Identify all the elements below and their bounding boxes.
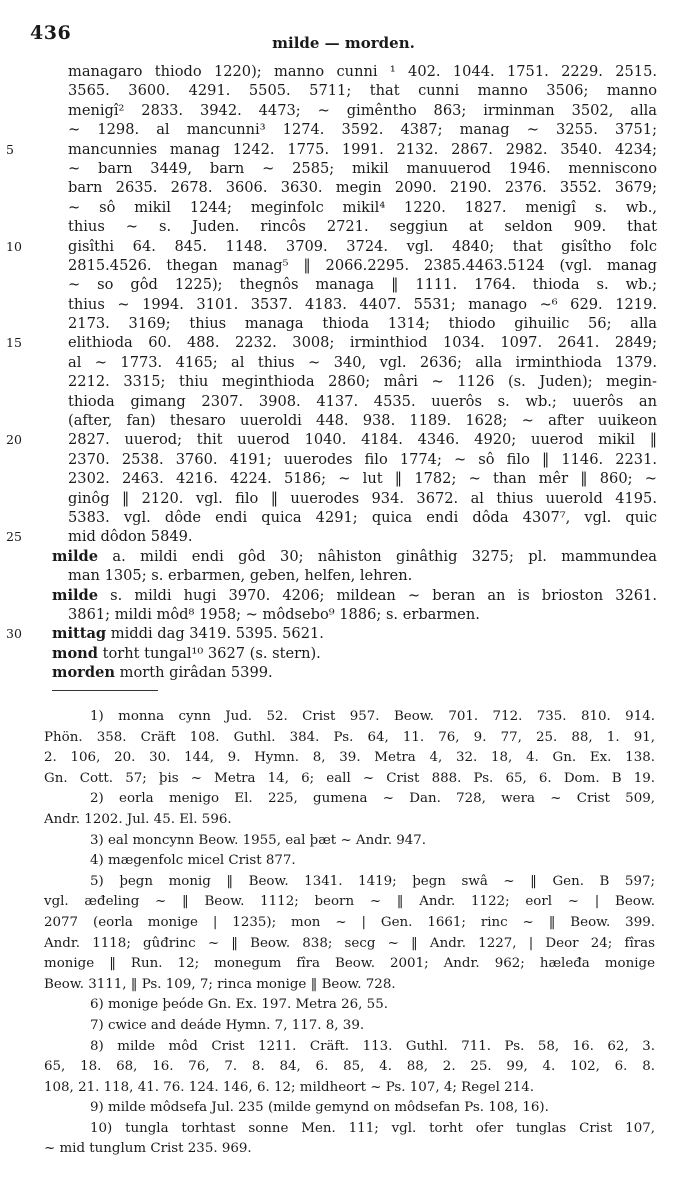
body-line [52,644,657,663]
line-text: ~ 1298. al mancunni³ 1274. 3592. 4387; manag ~ 3255. 3751; [68,121,657,139]
footnote-line: Andr. 1118; gûđrinc ~ ‖ Beow. 838; secg ~ ‖ Andr. 1227, | Deor 24; fîras [44,935,655,951]
running-title: milde — morden. [272,34,415,52]
footnote-line: Andr. 1202. Jul. 45. El. 596. [44,811,232,827]
footnotes [44,707,655,1160]
line-text: thius ~ s. Juden. rincôs 2721. seggiun at seldon 909. that [68,218,657,236]
footnote-line: 3) eal moncynn Beow. 1955, eal þæt ~ Andr. 947. [90,832,427,848]
line-text: ~ so gôd 1225); thegnôs managa ‖ 1111. 1764. thioda s. wb.; [68,276,657,294]
line-text: a. mildi endi gôd 30; nâhiston ginâthig 3275; pl. mammundea [98,547,657,565]
footnote-line: Phön. 358. Cräft 108. Guthl. 384. Ps. 64, 11. 76, 9. 77, 25. 88, 1. 91, [44,729,655,745]
footnote-divider [52,690,158,691]
body-line [52,411,657,430]
body-line [52,586,657,605]
body-line [6,333,657,352]
line-text: 2302. 2463. 4216. 4224. 5186; ~ lut ‖ 1782; ~ than mêr ‖ 860; ~ [68,470,657,488]
footnote-line: 4) mægenfolc micel Crist 877. [90,853,296,869]
body-line [52,469,657,488]
entry-headword: mittag [52,625,107,643]
line-number: 30 [6,626,22,642]
entry-headword: mond [52,644,98,662]
line-text: elithioda 60. 488. 2232. 3008; irminthiod 1034. 1097. 2641. 2849; [68,334,657,352]
body-line [52,101,657,120]
body-line [52,120,657,139]
footnote-line: 65, 18. 68, 16. 76, 7. 8. 84, 6. 85, 4. 88, 2. 25. 99, 4. 102, 6. 8. [44,1059,655,1075]
footnote-line: Beow. 3111, ‖ Ps. 109, 7; rinca monige ‖ Beow. 728. [44,976,396,992]
footnote-line: 6) monige þeóde Gn. Ex. 197. Metra 26, 55. [90,997,388,1013]
line-text: (after, fan) thesaro uueroldi 448. 938. 1189. 1628; ~ after uuikeon [68,412,657,430]
body-line [6,527,657,546]
line-text: torht tungal¹⁰ 3627 (s. stern). [98,644,321,662]
body-line [52,314,657,333]
line-text: middi dag 3419. 5395. 5621. [106,625,324,643]
page-number: 436 [30,22,72,44]
line-text: morth girâdan 5399. [114,664,273,682]
footnote-line: 1) monna cynn Jud. 52. Crist 957. Beow. 701. 712. 735. 810. 914. [90,709,655,724]
line-text: al ~ 1773. 4165; al thius ~ 340, vgl. 2636; alla irminthioda 1379. [68,353,657,371]
footnote-line: 2) eorla menigo El. 225, gumena ~ Dan. 728, wera ~ Crist 509, [90,791,655,807]
body-line [52,353,657,372]
body-line [6,237,657,256]
line-number: 10 [6,238,22,254]
body-line [52,663,657,682]
line-text: 2212. 3315; thiu meginthioda 2860; mâri ~ 1126 (s. Juden); megin- [68,373,657,391]
line-text: menigî² 2833. 3942. 4473; ~ gimêntho 863; irminman 3502, alla [68,101,657,119]
body-line [52,295,657,314]
footnote-line: 7) cwice and deáde Hymn. 7, 117. 8, 39. [90,1017,365,1033]
line-text: 3861; mildi môd⁸ 1958; ~ môdsebo⁹ 1886; s. erbarmen. [68,605,480,623]
line-text: gisîthi 64. 845. 1148. 3709. 3724. vgl. 4840; that gisîtho folc [68,237,657,255]
footnote-line: 2. 106, 20. 30. 144, 9. Hymn. 8, 39. Metra 4, 32. 18, 4. Gn. Ex. 138. [44,750,655,766]
line-text: thius ~ 1994. 3101. 3537. 4183. 4407. 5531; manago ~⁶ 629. 1219. [68,295,657,313]
line-text: barn 2635. 2678. 3606. 3630. megin 2090. 2190. 2376. 3552. 3679; [68,179,657,197]
line-number: 15 [6,335,22,351]
line-text: ~ sô mikil 1244; meginfolc mikil⁴ 1220. 1827. menigî s. wb., [68,198,657,216]
body-line [52,178,657,197]
footnote-line: Gn. Cott. 57; þis ~ Metra 14, 6; eall ~ Crist 888. Ps. 65, 6. Dom. B 19. [44,770,655,786]
body-line [6,430,657,449]
body-line [52,62,657,81]
body-line [52,198,657,217]
footnote-line: vgl. æđeling ~ ‖ Beow. 1112; beorn ~ ‖ Andr. 1122; eorl ~ | Beow. [44,894,655,910]
body-line [52,256,657,275]
body-line [52,217,657,236]
line-text: s. mildi hugi 3970. 4206; mildean ~ beran an is brioston 3261. [98,586,657,604]
body-line [6,140,657,159]
footnote-line: 9) milde môdsefa Jul. 235 (milde gemynd on môdsefan Ps. 108, 16). [90,1100,549,1116]
footnote-line: 10) tungla torhtast sonne Men. 111; vgl. torht ofer tunglas Crist 107, [90,1120,655,1136]
line-number: 5 [6,141,14,157]
body-line [52,372,657,391]
footnote-line: ~ mid tunglum Crist 235. 969. [44,1141,252,1157]
footnote-line: 108, 21. 118, 41. 76. 124. 146, 6. 12; mildheort ~ Ps. 107, 4; Regel 214. [44,1079,534,1095]
line-number: 25 [6,529,22,545]
line-text: 2827. uuerod; thit uuerod 1040. 4184. 4346. 4920; uuerod mikil ‖ [68,431,657,449]
line-text: managaro thiodo 1220); manno cunni ¹ 402. 1044. 1751. 2229. 2515. [68,63,657,80]
body-line [52,508,657,527]
body-line [52,159,657,178]
body-line [52,605,657,624]
line-text: mancunnies manag 1242. 1775. 1991. 2132. 2867. 2982. 3540. 4234; [68,140,657,158]
entry-headword: milde [52,586,99,604]
body-line [6,624,657,643]
line-text: man 1305; s. erbarmen, geben, helfen, lehren. [68,567,413,585]
line-text: ginôg ‖ 2120. vgl. filo ‖ uuerodes 934. 3672. al thius uuerold 4195. [68,489,657,507]
body-line [52,489,657,508]
line-text: 2815.4526. thegan manag⁵ ‖ 2066.2295. 2385.4463.5124 (vgl. manag [68,256,657,274]
line-text: 2173. 3169; thius managa thioda 1314; thiodo gihuilic 56; alla [68,315,657,333]
line-text: 5383. vgl. dôde endi quica 4291; quica endi dôda 4307⁷, vgl. quic [68,508,657,526]
body-line [52,275,657,294]
body-line [52,547,657,566]
line-text: ~ barn 3449, barn ~ 2585; mikil manuuerod 1946. menniscono [68,159,657,177]
line-text: thioda gimang 2307. 3908. 4137. 4535. uuerôs s. wb.; uuerôs an [68,392,657,410]
body-line [52,566,657,585]
footnote-line: 2077 (eorla monige | 1235); mon ~ | Gen. 1661; rinc ~ ‖ Beow. 399. [44,914,655,930]
body-line [52,392,657,411]
footnote-line: monige ‖ Run. 12; monegum fîra Beow. 2001; Andr. 962; hæleđa monige [44,956,655,972]
entry-headword: morden [52,664,115,682]
footnote-line: 5) þegn monig ‖ Beow. 1341. 1419; þegn swâ ~ ‖ Gen. B 597; [90,873,655,889]
body-line [52,81,657,100]
entry-headword: milde [52,547,99,565]
line-text: 3565. 3600. 4291. 5505. 5711; that cunni manno 3506; manno [68,82,657,100]
line-text: 2370. 2538. 3760. 4191; uuerodes filo 1774; ~ sô filo ‖ 1146. 2231. [68,450,657,468]
footnote-line: 8) milde môd Crist 1211. Cräft. 113. Guthl. 711. Ps. 58, 16. 62, 3. [90,1038,655,1054]
line-text: mid dôdon 5849. [68,528,193,546]
dictionary-body [6,62,657,683]
line-number: 20 [6,432,22,448]
body-line [52,450,657,469]
